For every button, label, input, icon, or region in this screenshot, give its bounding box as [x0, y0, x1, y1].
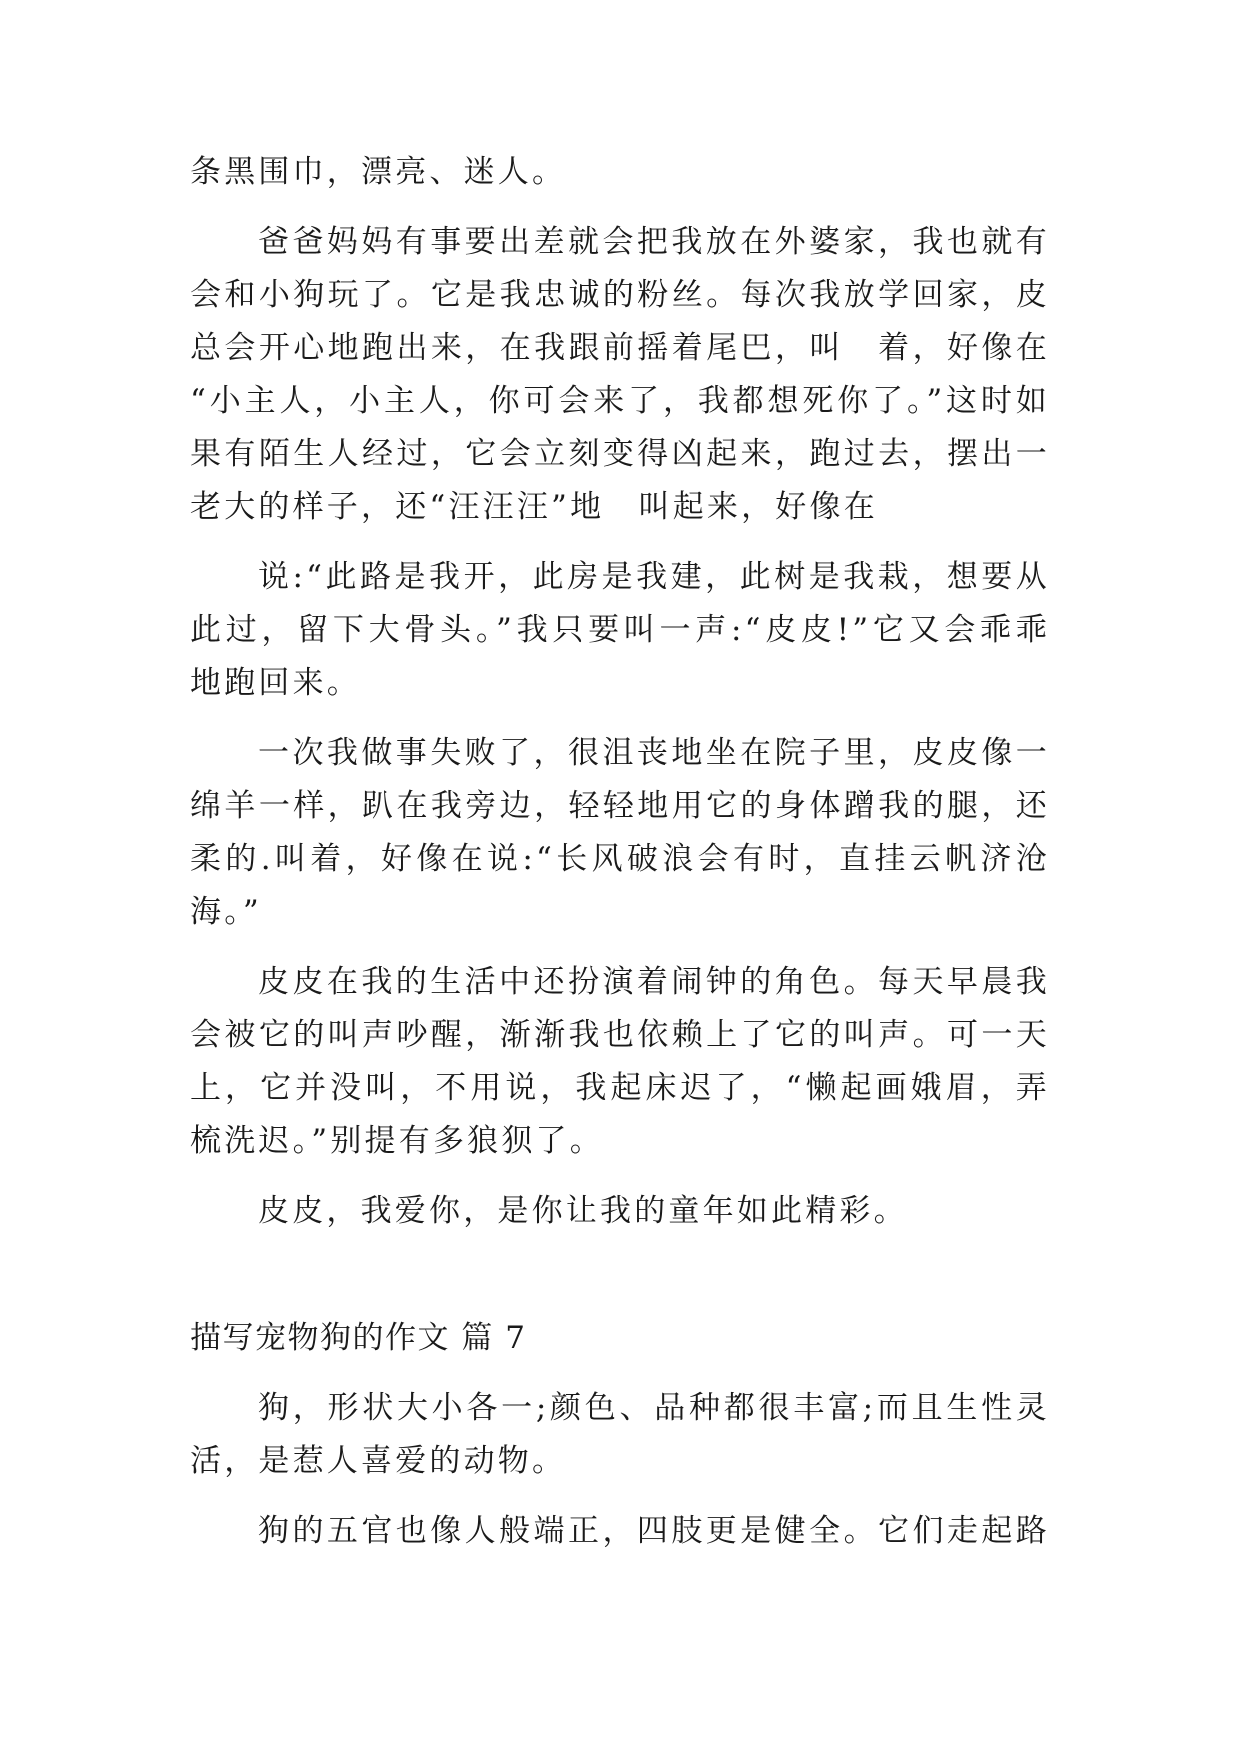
text-line: 梳洗迟。”别提有多狼狈了。	[190, 1123, 604, 1159]
text-line: 绵羊一样，趴在我旁边，轻轻地用它的身体蹭我的腿，还	[190, 788, 1050, 824]
text-line: 上，它并没叫，不用说，我起床迟了，“懒起画娥眉，弄	[190, 1070, 1050, 1106]
paragraph-start-line: 皮皮在我的生活中还扮演着闹钟的角色。每天早晨我	[258, 964, 1050, 1000]
paragraph-start-line: 狗，形状大小各一;颜色、品种都很丰富;而且生性灵	[258, 1390, 1050, 1426]
text-line: 柔的.叫着，好像在说:“长风破浪会有时，直挂云帆济沧	[190, 841, 1050, 877]
text-line: 条黑围巾，漂亮、迷人。	[190, 154, 567, 190]
paragraph-start-line: 一次我做事失败了，很沮丧地坐在院子里，皮皮像一	[258, 735, 1050, 771]
text-line: “小主人，小主人，你可会来了，我都想死你了。”这时如	[190, 383, 1050, 419]
text-line: 会和小狗玩了。它是我忠诚的粉丝。每次我放学回家，皮	[190, 277, 1050, 313]
paragraph-start-line: 爸爸妈妈有事要出差就会把我放在外婆家，我也就有	[258, 224, 1050, 260]
text-line: 会被它的叫声吵醒，渐渐我也依赖上了它的叫声。可一天	[190, 1017, 1050, 1053]
text-line: 总会开心地跑出来，在我跟前摇着尾巴，叫 着，好像在	[190, 330, 1050, 366]
paragraph-start-line: 狗的五官也像人般端正，四肢更是健全。它们走起路	[258, 1513, 1050, 1549]
text-line: 地跑回来。	[190, 665, 361, 701]
paragraph-start-line: 皮皮，我爱你，是你让我的童年如此精彩。	[258, 1193, 908, 1229]
section-heading: 描写宠物狗的作文 篇 7	[190, 1320, 527, 1356]
paragraph-start-line: 说:“此路是我开，此房是我建，此树是我栽，想要从	[258, 559, 1050, 595]
text-line: 此过，留下大骨头。”我只要叫一声:“皮皮!”它又会乖乖	[190, 612, 1050, 648]
text-line: 果有陌生人经过，它会立刻变得凶起来，跑过去，摆出一	[190, 436, 1050, 472]
text-line: 海。”	[190, 894, 262, 930]
text-line: 老大的样子，还“汪汪汪”地 叫起来，好像在	[190, 489, 878, 525]
text-line: 活，是惹人喜爱的动物。	[190, 1443, 567, 1479]
